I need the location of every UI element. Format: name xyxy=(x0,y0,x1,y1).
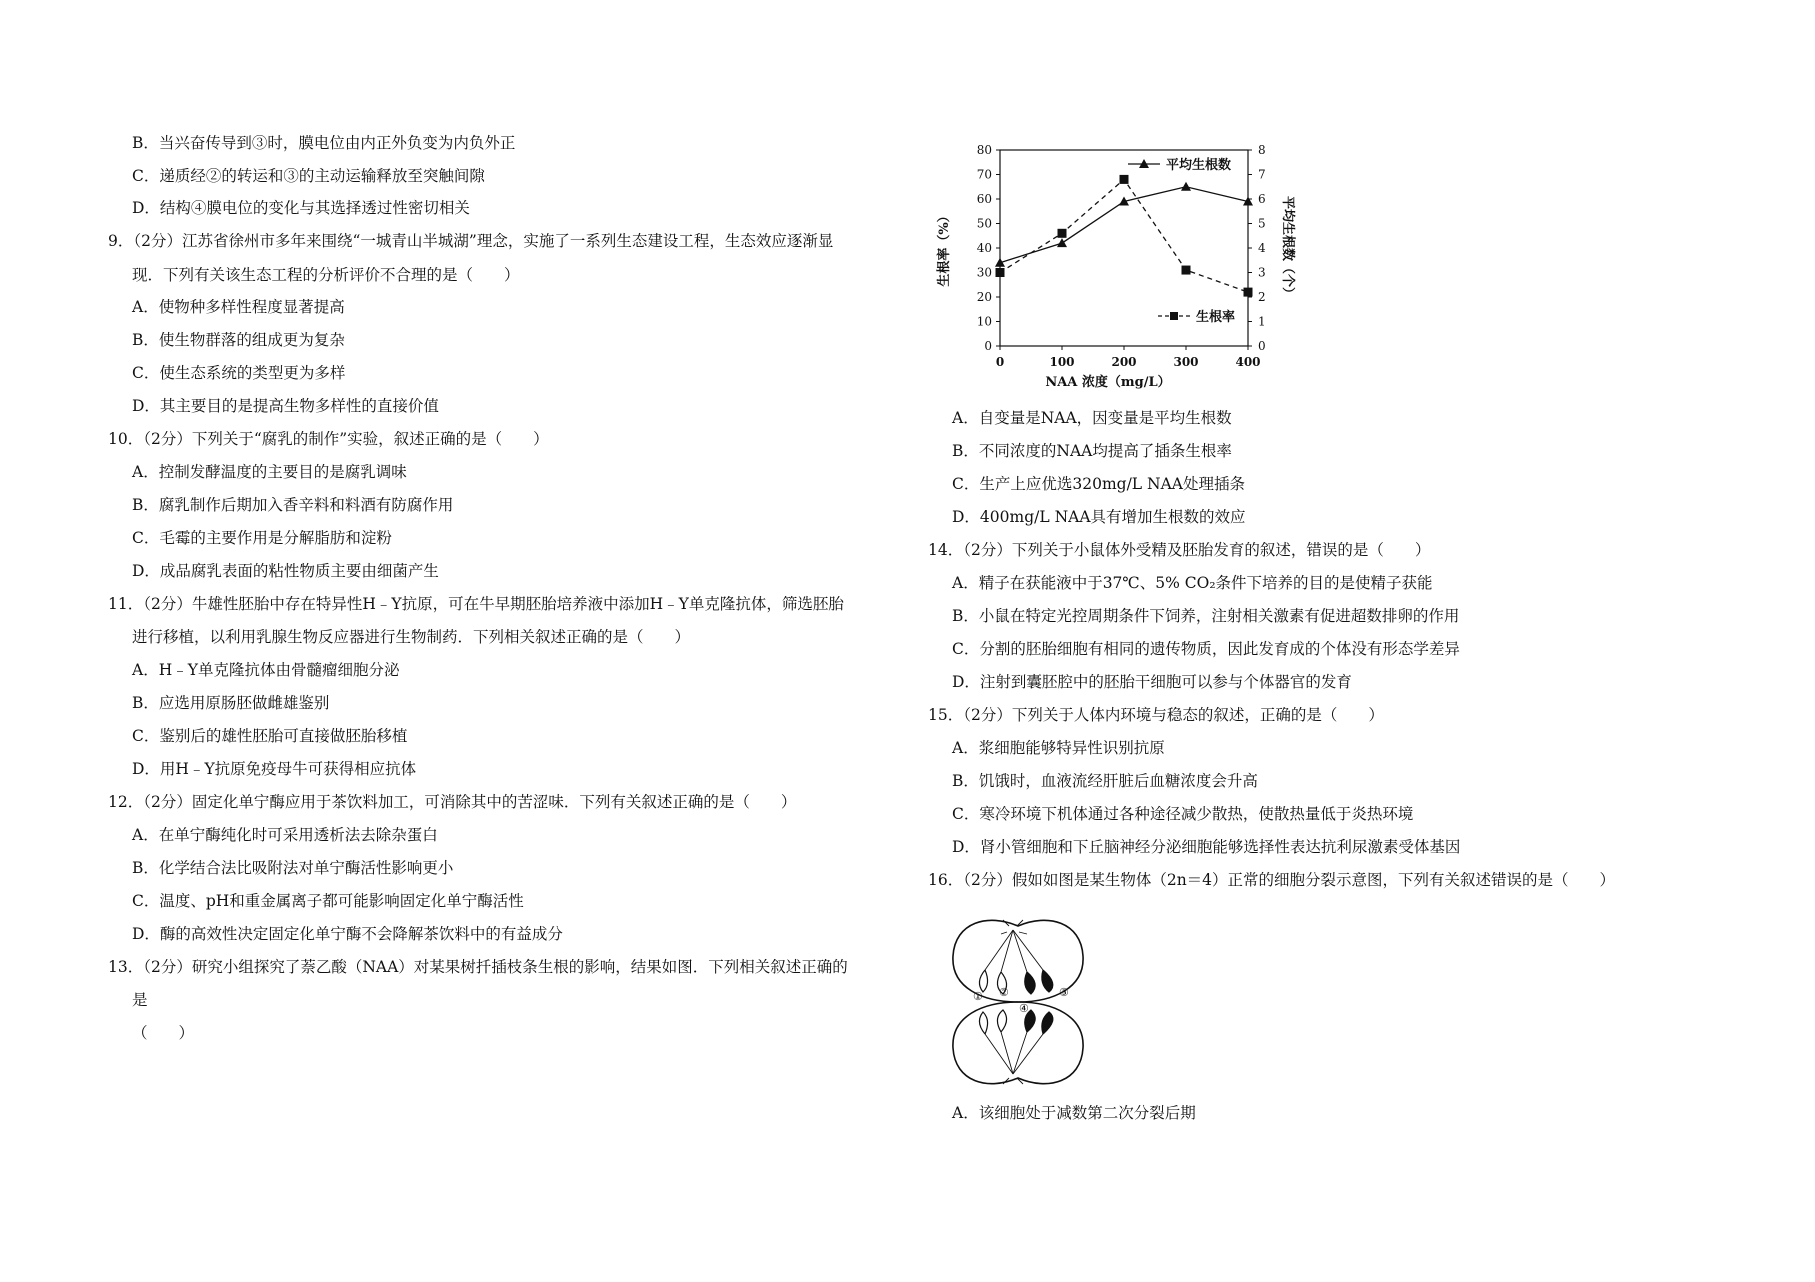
x-tick-label: 0 xyxy=(995,355,1005,369)
series-point-triangle xyxy=(1181,182,1191,191)
left-line: B．化学结合法比吸附法对单宁酶活性影响更小 xyxy=(132,859,454,877)
left-line: C．毛霉的主要作用是分解脂肪和淀粉 xyxy=(132,529,392,547)
right-line: D．肾小管细胞和下丘脑神经分泌细胞能够选择性表达抗利尿激素受体基因 xyxy=(952,838,1461,856)
x-tick-label: 300 xyxy=(1173,355,1199,369)
left-tick-label: 50 xyxy=(976,216,992,231)
left-line: （ ） xyxy=(132,1024,195,1042)
right-tick-label: 4 xyxy=(1258,241,1266,255)
left-line: C．温度、pH和重金属离子都可能影响固定化单宁酶活性 xyxy=(132,892,524,910)
left-line: C．递质经②的转运和③的主动运输释放至突触间隙 xyxy=(132,167,485,185)
label-3: ③ xyxy=(1059,986,1069,999)
right-tick-label: 3 xyxy=(1258,265,1266,280)
right-line: 15．（2分）下列关于人体内环境与稳态的叙述，正确的是（ ） xyxy=(928,706,1384,724)
spindle-top xyxy=(985,920,1043,972)
x-tick-label: 100 xyxy=(1049,355,1075,369)
left-tick-label: 80 xyxy=(976,143,992,157)
right-line: D．注射到囊胚腔中的胚胎干细胞可以参与个体器官的发育 xyxy=(952,673,1352,691)
right-tick-label: 8 xyxy=(1258,143,1266,157)
left-line: D．其主要目的是提高生物多样性的直接价值 xyxy=(132,397,439,415)
left-line: 11．（2分）牛雄性胚胎中存在特异性H﹣Y抗原，可在牛早期胚胎培养液中添加H﹣Y单克隆抗体，筛选胚胎 xyxy=(108,595,844,613)
left-line: 13．（2分）研究小组探究了萘乙酸（NAA）对某果树扦插枝条生根的影响，结果如图．下列相关叙述正确的 xyxy=(108,958,848,976)
left-line: D．酶的高效性决定固定化单宁酶不会降解茶饮料中的有益成分 xyxy=(132,925,563,943)
legend-label-0: 平均生根数 xyxy=(1166,158,1232,173)
right-line: B．小鼠在特定光控周期条件下饲养，注射相关激素有促进超数排卵的作用 xyxy=(952,607,1460,625)
left-line: D．用H﹣Y抗原免疫母牛可获得相应抗体 xyxy=(132,760,417,778)
right-line: D．400mg/L NAA具有增加生根数的效应 xyxy=(952,508,1246,526)
left-axis-label: 生根率（%） xyxy=(937,209,952,287)
left-line: D．结构④膜电位的变化与其选择透过性密切相关 xyxy=(132,199,470,217)
chromosomes-top xyxy=(979,970,1052,994)
left-tick-label: 20 xyxy=(976,290,992,304)
series-point-square xyxy=(996,268,1005,277)
legend-marker-1 xyxy=(1170,312,1178,320)
naa-chart xyxy=(928,138,1308,400)
left-line: B．当兴奋传导到③时，膜电位由内正外负变为内负外正 xyxy=(132,134,516,152)
chromosome-labels xyxy=(973,986,1069,1015)
label-4: ④ xyxy=(1019,1002,1029,1015)
left-line: A．使物种多样性程度显著提高 xyxy=(132,298,345,316)
right-line: 16．（2分）假如如图是某生物体（2n＝4）正常的细胞分裂示意图，下列有关叙述错误的是（ ） xyxy=(928,871,1616,889)
series-point-square xyxy=(1182,266,1191,275)
cell-division-figure xyxy=(943,908,1093,1095)
right-line: C．分割的胚胎细胞有相同的遗传物质，因此发育成的个体没有形态学差异 xyxy=(952,640,1460,658)
left-line: C．使生态系统的类型更为多样 xyxy=(132,364,346,382)
right-tick-label: 6 xyxy=(1258,192,1266,206)
x-tick-label: 200 xyxy=(1111,355,1137,369)
right-line: A．浆细胞能够特异性识别抗原 xyxy=(952,739,1165,757)
left-line: 10．（2分）下列关于“腐乳的制作”实验，叙述正确的是（ ） xyxy=(108,430,549,448)
left-line: A．控制发酵温度的主要目的是腐乳调味 xyxy=(132,463,407,481)
left-line: D．成品腐乳表面的粘性物质主要由细菌产生 xyxy=(132,562,439,580)
left-line: 9．（2分）江苏省徐州市多年来围绕“一城青山半城湖”理念，实施了一系列生态建设工程，生态效应逐渐显 xyxy=(108,232,834,250)
left-tick-label: 30 xyxy=(976,265,992,280)
right-line: A．自变量是NAA，因变量是平均生根数 xyxy=(952,409,1232,427)
series-line-1 xyxy=(1000,179,1248,292)
right-line: A．精子在获能液中于37℃、5% CO₂条件下培养的目的是使精子获能 xyxy=(952,574,1433,592)
legend-label-1: 生根率 xyxy=(1196,310,1236,325)
spindle-bottom xyxy=(985,1032,1043,1084)
right-line: A．该细胞处于减数第二次分裂后期 xyxy=(952,1104,1196,1122)
left-line: A．在单宁酶纯化时可采用透析法去除杂蛋白 xyxy=(132,826,438,844)
right-line: C．生产上应优选320mg/L NAA处理插条 xyxy=(952,475,1245,493)
left-tick-label: 40 xyxy=(976,241,992,255)
series-point-square xyxy=(1244,288,1253,297)
x-axis-label: NAA 浓度（mg/L） xyxy=(1045,375,1171,390)
left-line: 现．下列有关该生态工程的分析评价不合理的是（ ） xyxy=(132,266,520,284)
left-line: B．腐乳制作后期加入香辛料和料酒有防腐作用 xyxy=(132,496,454,514)
series-point-square xyxy=(1058,229,1067,238)
left-line: A．H﹣Y单克隆抗体由骨髓瘤细胞分泌 xyxy=(132,661,400,679)
right-tick-label: 2 xyxy=(1258,290,1266,304)
left-tick-label: 0 xyxy=(984,339,992,353)
right-line: B．饥饿时，血液流经肝脏后血糖浓度会升高 xyxy=(952,772,1258,790)
label-2: ② xyxy=(999,986,1009,999)
series-point-triangle xyxy=(1057,238,1067,247)
label-1: ① xyxy=(973,990,983,1003)
left-tick-label: 70 xyxy=(976,167,992,182)
left-line: C．鉴别后的雄性胚胎可直接做胚胎移植 xyxy=(132,727,408,745)
left-line: B．应选用原肠胚做雌雄鉴别 xyxy=(132,694,330,712)
left-line: 进行移植，以利用乳腺生物反应器进行生物制药．下列相关叙述正确的是（ ） xyxy=(132,628,691,646)
right-line: C．寒冷环境下机体通过各种途径减少散热，使散热量低于炎热环境 xyxy=(952,805,1414,823)
right-tick-label: 1 xyxy=(1258,314,1266,329)
right-tick-label: 7 xyxy=(1258,167,1266,182)
left-line: 是 xyxy=(132,991,148,1009)
right-line: B．不同浓度的NAA均提高了插条生根率 xyxy=(952,442,1232,460)
right-axis-label: 平均生根数（个） xyxy=(1280,195,1295,301)
left-line: 12．（2分）固定化单宁酶应用于茶饮料加工，可消除其中的苦涩味．下列有关叙述正确的是（ ） xyxy=(108,793,797,811)
chromosomes-bottom xyxy=(979,1010,1052,1034)
right-line: 14．（2分）下列关于小鼠体外受精及胚胎发育的叙述，错误的是（ ） xyxy=(928,541,1431,559)
left-line: B．使生物群落的组成更为复杂 xyxy=(132,331,345,349)
left-tick-label: 60 xyxy=(976,192,992,206)
left-tick-label: 10 xyxy=(976,314,992,329)
series-point-square xyxy=(1120,175,1129,184)
right-tick-label: 0 xyxy=(1258,339,1266,353)
x-tick-label: 400 xyxy=(1235,355,1261,369)
right-tick-label: 5 xyxy=(1258,216,1266,231)
